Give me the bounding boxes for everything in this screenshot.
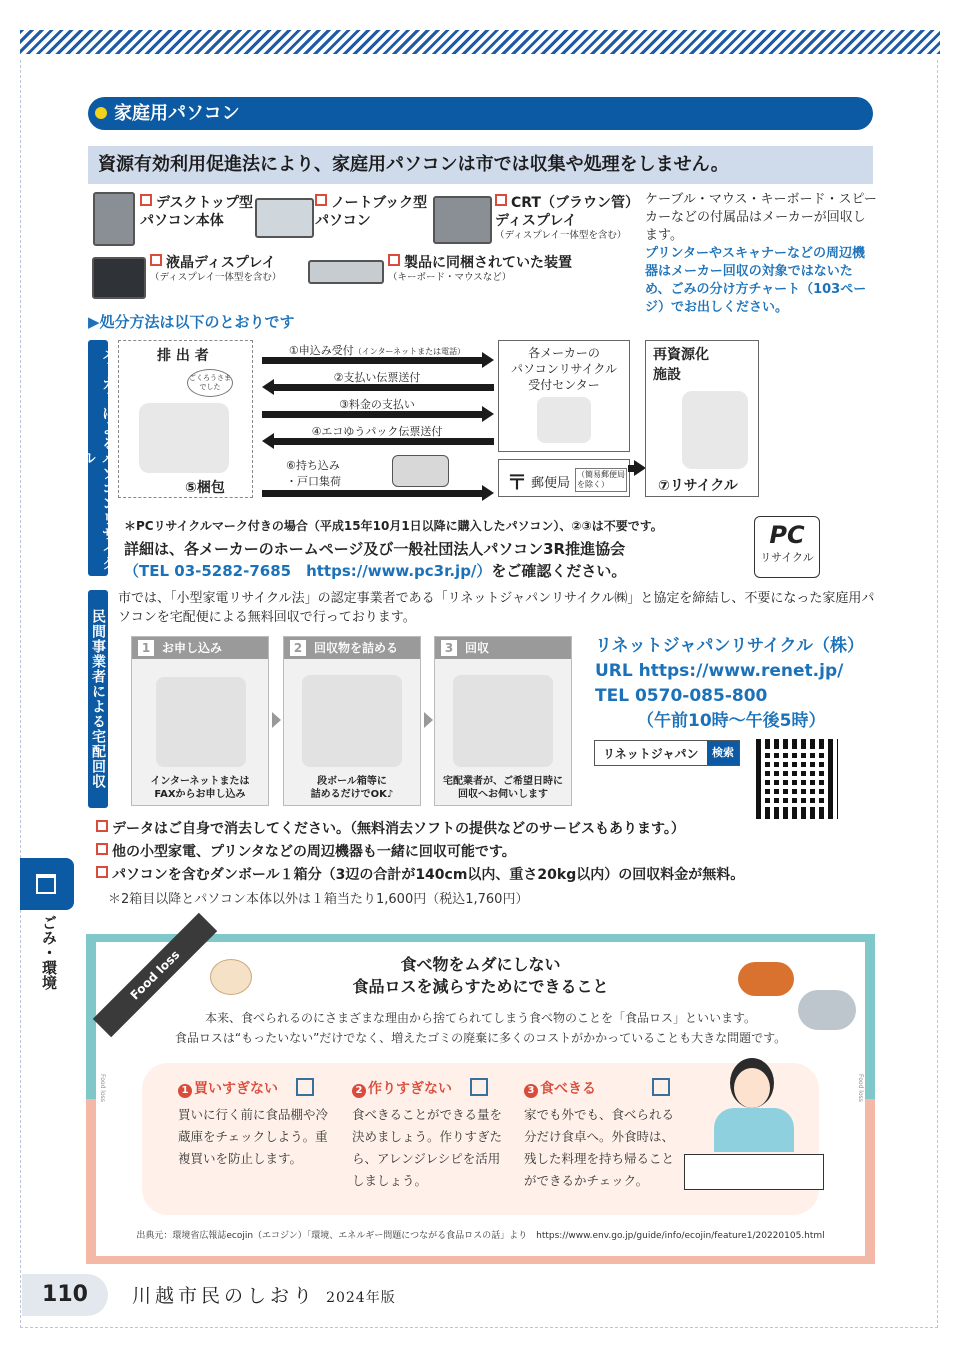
maker-recycle-tab: メーカーによるパソコンリサイクル [88,340,108,576]
child-packing-illustration [139,403,229,473]
step-arrow-icon [424,712,433,728]
side-label-left: Food loss [99,1074,106,1102]
section-header [88,97,873,130]
recycle-center-box [498,340,630,452]
discharger-box [118,340,253,498]
facility-box [645,340,759,497]
desktop-pc-icon [93,192,135,246]
arrow-label-4: ④エコゆうパック伝票送付 [311,425,443,438]
step-caption: 段ボール箱等に 詰めるだけでOK♪ [310,776,394,800]
food-loss-desc: 本来、食べられるのにさまざまな理由から捨てられてしまう食べ物のことを「食品ロス」といいます。 食品ロスは“もったいない”だけでなく、増えたゴミの廃棄に多くのコストがかかっていることも大きな問題です。 [174,1011,787,1045]
item-lcd: 液晶ディスプレイ （ディスプレイ一体型を含む） [150,255,282,283]
post-office-label: 郵便局 [531,476,571,491]
step-title: 回収物を詰める [314,641,399,655]
page-number: 110 [22,1274,108,1316]
qr-code-icon[interactable] [756,739,838,819]
pc-mark-bottom: リサイクル [760,551,814,564]
side-note-blue: プリンターやスキャナーなどの周辺機器はメーカー回収の対象ではないため、ごみの分け方チャート（103ページ）でお出しください。 [645,246,867,315]
tip-card-2: 2 作りすぎない 食べきることができる量を決めましょう。作りすぎたら、アレンジレシピを活用しましょう。 [352,1078,502,1192]
step-caption: 宅配業者が、ご希望日時に 回収へお伺いします [443,776,563,800]
post-office-note: （簡易郵便局を除く） [575,468,627,492]
recycle-label: ⑦リサイクル [658,478,738,494]
section-title: 家庭用パソコン [114,103,240,124]
center-label: 各メーカーの パソコンリサイクル 受付センター [510,346,618,392]
arrow-right-1 [262,357,484,364]
item-crt: CRT（ブラウン管） ディスプレイ （ディスプレイ一体型を含む） [495,195,639,241]
step-number: 2 [290,640,306,656]
box-fee-note: ＊2箱目以降とパソコン本体以外は１箱当たり1,600円（税込1,760円） [108,892,529,907]
side-label-right: Food loss [857,1074,864,1102]
checkbox-icon [652,1078,670,1096]
side-note-text: ケーブル・マウス・キーボード・スピーカーなどの付属品はメーカーが回収します。 [645,192,877,243]
contact-name: リネットジャパンリサイクル（株） [595,636,864,656]
step-1 [131,636,269,806]
notes-list [96,818,744,887]
arrow-label-2: ②支払い伝票送付 [333,371,421,384]
tip-card-1: 1 買いすぎない 買いに行く前に食品棚や冷蔵庫をチェックしよう。重複買いを防止します。 [178,1078,328,1170]
arrow-label-1: ①申込み受付（インターネットまたは電話） [288,344,466,357]
checkbox-icon [296,1078,314,1096]
step-number: 3 [441,640,457,656]
facility-label: 再資源化 施設 [653,347,709,383]
item-bundled: 製品に同梱されていた装置 （キーボード・マウスなど） [388,255,572,283]
discharger-label: 排 出 者 [157,348,209,364]
arrow-label-3: ③料金の支払い [339,398,415,411]
top-stripe [20,30,940,54]
step-arrow-icon [272,712,281,728]
crt-display-icon [433,196,492,244]
arrow-right-3 [262,411,484,418]
pc-mark-top: PC [769,521,805,549]
lcd-display-icon [92,257,146,299]
side-category-label: ごみ・環境 [40,915,58,990]
renet-contact [595,634,864,734]
tip-card-3: 3 食べきる 家でも外でも、食べられる分だけ食卓へ。外食時は、残した料理を持ち帰ることができるかチェック。 [524,1078,674,1192]
note-item-3: パソコンを含むダンボール１箱分（3辺の合計が140cm以内、重さ20kg以内）の回収料金が無料。 [96,864,744,887]
search-box[interactable] [594,740,740,766]
search-button[interactable]: 検索 [707,741,739,765]
pack-label: ⑤梱包 [185,480,225,496]
bullet-dot-icon [95,107,107,119]
food-loss-source: 出典元：環境省広報誌ecojin（エコジン）「環境、エネルギー問題につながる食品ロスの話」より https://www.env.go.jp/guide/info/ecojin/feature1/20220105.html [136,1231,825,1241]
arrow-label-6: ⑥持ち込み ・戸口集荷 [286,459,341,488]
worker-illustration [682,391,748,469]
pc3r-contact-link[interactable]: （TEL 03-5282-7685 https://www.pc3r.jp/） [124,562,492,580]
food-loss-title: 食べ物をムダにしない 食品ロスを減らすためにできること [352,955,609,996]
category-tab[interactable] [20,858,74,910]
note-item-2: 他の小型家電、プリンタなどの周辺機器も一緒に回収可能です。 [96,841,744,864]
notice-banner: 資源有効利用促進法により、家庭用パソコンは市では収集や処理をしません。 [88,146,873,184]
trash-icon [36,874,56,894]
eating-person-illustration [684,1058,826,1192]
arrow-post-to-facility [628,465,636,472]
pc-detail [124,538,744,582]
side-note [645,191,877,317]
arrow-left-4 [272,438,494,445]
private-collection-text: 市では、「小型家電リサイクル法」の認定事業者である「リネットジャパンリサイクル㈱」と協定を締結し、不要になった家庭用パソコンを宅配便による無料回収で行っております。 [118,591,875,625]
egg-icon [210,959,252,995]
truck-icon [392,455,449,487]
step-caption: インターネットまたは FAXからお申し込み [150,776,250,800]
speech-bubble: ごくろうさまでした [187,369,233,397]
item-desktop: デスクトップ型 パソコン本体 [140,195,254,229]
step-title: お申し込み [162,641,223,655]
footer-title-text: 川越市民のしおり [132,1285,317,1307]
post-office-box [498,459,630,497]
step-title: 回収 [465,641,490,655]
food-loss-ribbon: Food loss [93,913,217,1037]
private-collection-tab: 民間事業者による宅配回収 [88,590,108,808]
footer-year: 2024年版 [326,1290,396,1306]
operator-illustration [537,397,591,443]
checkbox-icon [470,1078,488,1096]
pc-mark-note: ＊PCリサイクルマーク付きの場合（平成15年10月1日以降に購入したパソコン）、②③は不要です。 [124,519,663,533]
post-mark-icon: 〒 [507,470,527,494]
woman-laptop-illustration [156,677,246,767]
contact-url[interactable]: URL https://www.renet.jp/ [595,661,844,681]
item-notebook: ノートブック型 パソコン [315,195,428,229]
step-3 [434,636,572,806]
contact-hours: （午前10時～午後5時） [637,711,826,731]
notebook-pc-icon [255,198,314,238]
footer-title [132,1281,396,1308]
pc-detail-line1: 詳細は、各メーカーのホームページ及び一般社団法人パソコン3R推進協会 [124,540,626,558]
pc-detail-end: をご確認ください。 [491,562,627,580]
pc-recycle-mark-icon [754,516,820,578]
arrow-right-6 [262,490,484,497]
note-item-1: データはご自身で消去してください。（無料消去ソフトの提供などのサービスもあります。） [96,818,744,841]
keyboard-icon [308,260,384,284]
search-term: リネットジャパン [603,747,699,761]
chicken-icon [738,962,794,996]
box-packing-illustration [302,675,402,767]
arrow-left-2 [272,384,494,391]
step-number: 1 [138,640,154,656]
disposal-heading: ▶処分方法は以下のとおりです [88,313,295,331]
delivery-illustration [453,675,553,767]
step-2 [283,636,421,806]
contact-tel[interactable]: TEL 0570-085-800 [595,686,768,706]
